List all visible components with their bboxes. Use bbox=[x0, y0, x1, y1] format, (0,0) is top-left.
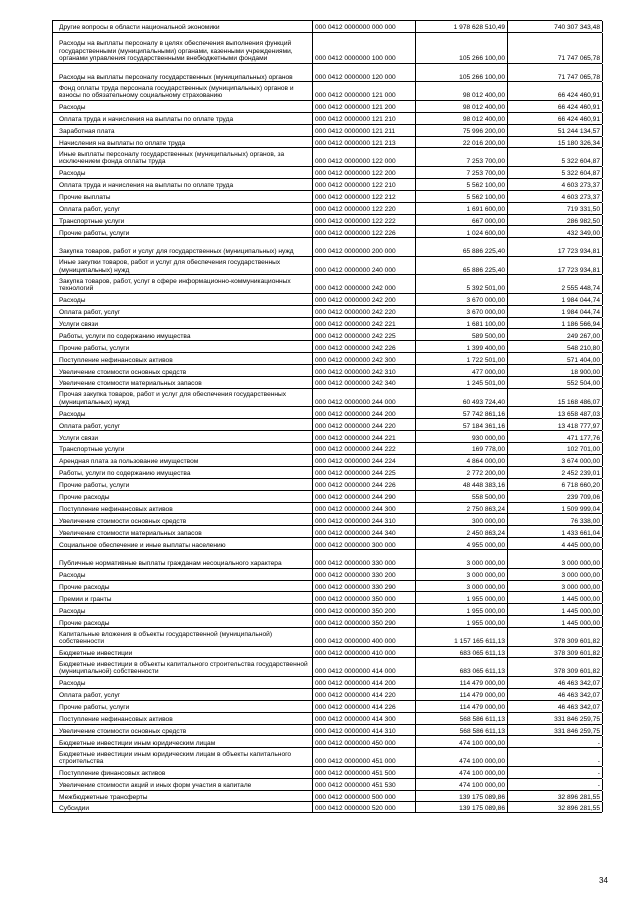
row-name-cell: Прочие выплаты bbox=[53, 191, 313, 202]
approved-amount-cell: 105 266 100,00 bbox=[416, 33, 508, 63]
table-row bbox=[52, 490, 602, 502]
budget-code-cell: 000 0412 0000000 244 226 bbox=[313, 479, 416, 490]
row-name-cell: Фонд оплаты труда персонала государственных (муниципальных) органов и взносы по обязательному социальному страхованию bbox=[53, 82, 313, 100]
row-name-cell: Расходы bbox=[53, 294, 313, 305]
executed-amount-cell: 18 900,00 bbox=[508, 365, 603, 376]
budget-code-cell: 000 0412 0000000 122 212 bbox=[313, 191, 416, 202]
approved-amount-cell: 1 955 000,00 bbox=[416, 604, 508, 615]
row-name-cell: Иные закупки товаров, работ и услуг для обеспечения государственных (муниципальных) нужд bbox=[53, 257, 313, 275]
table-row bbox=[52, 478, 602, 490]
executed-amount-cell: 15 180 326,34 bbox=[508, 137, 603, 148]
executed-amount-cell: 66 424 460,91 bbox=[508, 101, 603, 112]
table-row bbox=[52, 525, 602, 537]
executed-amount-cell: 740 307 343,48 bbox=[508, 21, 603, 32]
row-name-cell: Расходы на выплаты персоналу в целях обеспечения выполнения функций государственными (муниципальными) органами, казенными учреждениями, органами управления государственными внебюджетными фондами bbox=[53, 33, 313, 63]
table-row bbox=[52, 32, 602, 63]
approved-amount-cell: 48 448 383,16 bbox=[416, 479, 508, 490]
budget-code-cell: 000 0412 0000000 244 300 bbox=[313, 503, 416, 514]
executed-amount-cell: 286 982,50 bbox=[508, 215, 603, 226]
budget-code-cell: 000 0412 0000000 244 000 bbox=[313, 389, 416, 407]
row-name-cell: Премии и гранты bbox=[53, 592, 313, 603]
row-name-cell: Прочие работы, услуги bbox=[53, 479, 313, 490]
executed-amount-cell: 3 000 000,00 bbox=[508, 550, 603, 568]
executed-amount-cell: 46 463 342,07 bbox=[508, 677, 603, 688]
approved-amount-cell: 57 742 861,16 bbox=[416, 407, 508, 418]
table-row bbox=[52, 124, 602, 136]
executed-amount-cell: 71 747 065,78 bbox=[508, 64, 603, 82]
row-name-cell: Прочие работы, услуги bbox=[53, 226, 313, 237]
table-row bbox=[52, 513, 602, 525]
row-name-cell: Публичные нормативные выплаты гражданам несоциального характера bbox=[53, 550, 313, 568]
table-row bbox=[52, 603, 602, 615]
budget-code-cell: 000 0412 0000000 244 220 bbox=[313, 419, 416, 430]
executed-amount-cell: - bbox=[508, 748, 603, 766]
row-name-cell: Социальное обеспечение и иные выплаты населению bbox=[53, 538, 313, 549]
approved-amount-cell: 474 100 000,00 bbox=[416, 767, 508, 778]
executed-amount-cell: 1 445 000,00 bbox=[508, 604, 603, 615]
executed-amount-cell: 76 338,00 bbox=[508, 514, 603, 525]
executed-amount-cell: 32 896 281,55 bbox=[508, 802, 603, 812]
executed-amount-cell: 548 210,80 bbox=[508, 341, 603, 352]
table-row bbox=[52, 735, 602, 747]
budget-code-cell: 000 0412 0000000 244 340 bbox=[313, 526, 416, 537]
approved-amount-cell: 3 670 000,00 bbox=[416, 306, 508, 317]
executed-amount-cell: 1 445 000,00 bbox=[508, 616, 603, 627]
row-name-cell: Расходы bbox=[53, 677, 313, 688]
budget-code-cell: 000 0412 0000000 414 300 bbox=[313, 713, 416, 724]
table-row bbox=[52, 676, 602, 688]
row-name-cell: Оплата работ, услуг bbox=[53, 689, 313, 700]
executed-amount-cell: 331 846 259,75 bbox=[508, 713, 603, 724]
executed-amount-cell: 13 658 487,03 bbox=[508, 407, 603, 418]
row-name-cell: Оплата работ, услуг bbox=[53, 419, 313, 430]
table-row bbox=[52, 537, 602, 549]
executed-amount-cell: 3 000 000,00 bbox=[508, 581, 603, 592]
executed-amount-cell: 331 846 259,75 bbox=[508, 725, 603, 736]
budget-code-cell: 000 0412 0000000 121 200 bbox=[313, 101, 416, 112]
executed-amount-cell: 1 186 566,94 bbox=[508, 318, 603, 329]
budget-code-cell: 000 0412 0000000 350 200 bbox=[313, 604, 416, 615]
row-name-cell: Закупка товаров, работ и услуг для государственных (муниципальных) нужд bbox=[53, 238, 313, 256]
approved-amount-cell: 1 955 000,00 bbox=[416, 592, 508, 603]
table-row bbox=[52, 615, 602, 627]
budget-code-cell: 000 0412 0000000 121 210 bbox=[313, 113, 416, 124]
budget-code-cell: 000 0412 0000000 244 225 bbox=[313, 467, 416, 478]
table-row bbox=[52, 190, 602, 202]
approved-amount-cell: 2 750 863,24 bbox=[416, 503, 508, 514]
table-row bbox=[52, 81, 602, 100]
budget-code-cell: 000 0412 0000000 520 000 bbox=[313, 802, 416, 812]
executed-amount-cell: 239 709,06 bbox=[508, 491, 603, 502]
budget-code-cell: 000 0412 0000000 122 210 bbox=[313, 179, 416, 190]
table-row bbox=[52, 724, 602, 736]
row-name-cell: Увеличение стоимости основных средств bbox=[53, 365, 313, 376]
table-row bbox=[52, 580, 602, 592]
budget-code-cell: 000 0412 0000000 350 290 bbox=[313, 616, 416, 627]
row-name-cell: Транспортные услуги bbox=[53, 443, 313, 454]
budget-code-cell: 000 0412 0000000 200 000 bbox=[313, 238, 416, 256]
row-name-cell: Расходы bbox=[53, 604, 313, 615]
table-row bbox=[52, 790, 602, 802]
row-name-cell: Начисления на выплаты по оплате труда bbox=[53, 137, 313, 148]
row-name-cell: Прочие работы, услуги bbox=[53, 341, 313, 352]
approved-amount-cell: 169 778,00 bbox=[416, 443, 508, 454]
approved-amount-cell: 1 245 501,00 bbox=[416, 377, 508, 388]
table-row bbox=[52, 328, 602, 340]
budget-code-cell: 000 0412 0000000 120 000 bbox=[313, 64, 416, 82]
approved-amount-cell: 7 253 700,00 bbox=[416, 167, 508, 178]
executed-amount-cell: 2 555 448,74 bbox=[508, 275, 603, 293]
approved-amount-cell: 4 955 000,00 bbox=[416, 538, 508, 549]
table-row bbox=[52, 136, 602, 148]
executed-amount-cell: - bbox=[508, 736, 603, 747]
budget-code-cell: 000 0412 0000000 244 200 bbox=[313, 407, 416, 418]
table-row bbox=[52, 418, 602, 430]
budget-code-cell: 000 0412 0000000 100 000 bbox=[313, 33, 416, 63]
executed-amount-cell: 6 718 660,20 bbox=[508, 479, 603, 490]
budget-code-cell: 000 0412 0000000 242 200 bbox=[313, 294, 416, 305]
approved-amount-cell: 4 864 000,00 bbox=[416, 455, 508, 466]
budget-code-cell: 000 0412 0000000 121 000 bbox=[313, 82, 416, 100]
approved-amount-cell: 98 012 400,00 bbox=[416, 113, 508, 124]
approved-amount-cell: 589 500,00 bbox=[416, 329, 508, 340]
table-row bbox=[52, 225, 602, 237]
approved-amount-cell: 1 399 400,00 bbox=[416, 341, 508, 352]
table-row bbox=[52, 406, 602, 418]
row-name-cell: Расходы bbox=[53, 167, 313, 178]
row-name-cell: Оплата труда и начисления на выплаты по оплате труда bbox=[53, 179, 313, 190]
approved-amount-cell: 2 450 863,24 bbox=[416, 526, 508, 537]
budget-code-cell: 000 0412 0000000 242 310 bbox=[313, 365, 416, 376]
approved-amount-cell: 1 978 628 510,49 bbox=[416, 21, 508, 32]
approved-amount-cell: 683 065 611,13 bbox=[416, 658, 508, 676]
budget-code-cell: 000 0412 0000000 240 000 bbox=[313, 257, 416, 275]
budget-code-cell: 000 0412 0000000 122 222 bbox=[313, 215, 416, 226]
approved-amount-cell: 3 000 000,00 bbox=[416, 569, 508, 580]
budget-code-cell: 000 0412 0000000 414 310 bbox=[313, 725, 416, 736]
row-name-cell: Бюджетные инвестиции bbox=[53, 647, 313, 658]
table-row bbox=[52, 454, 602, 466]
table-row bbox=[52, 466, 602, 478]
row-name-cell: Закупка товаров, работ, услуг в сфере информационно-коммуникационных технологий bbox=[53, 275, 313, 293]
budget-code-cell: 000 0412 0000000 244 221 bbox=[313, 431, 416, 442]
executed-amount-cell: 15 168 486,07 bbox=[508, 389, 603, 407]
executed-amount-cell: 13 418 777,97 bbox=[508, 419, 603, 430]
table-row bbox=[52, 801, 602, 813]
approved-amount-cell: 667 000,00 bbox=[416, 215, 508, 226]
budget-execution-table bbox=[52, 20, 602, 813]
approved-amount-cell: 60 493 724,40 bbox=[416, 389, 508, 407]
budget-code-cell: 000 0412 0000000 330 200 bbox=[313, 569, 416, 580]
executed-amount-cell: 66 424 460,91 bbox=[508, 82, 603, 100]
executed-amount-cell: 46 463 342,07 bbox=[508, 701, 603, 712]
approved-amount-cell: 114 479 000,00 bbox=[416, 701, 508, 712]
row-name-cell: Прочая закупка товаров, работ и услуг для обеспечения государственных (муниципальных) нужд bbox=[53, 389, 313, 407]
table-row bbox=[52, 340, 602, 352]
budget-code-cell: 000 0412 0000000 400 000 bbox=[313, 628, 416, 646]
approved-amount-cell: 7 253 700,00 bbox=[416, 148, 508, 166]
budget-code-cell: 000 0412 0000000 410 000 bbox=[313, 647, 416, 658]
executed-amount-cell: 1 509 999,04 bbox=[508, 503, 603, 514]
approved-amount-cell: 114 479 000,00 bbox=[416, 677, 508, 688]
row-name-cell: Услуги связи bbox=[53, 431, 313, 442]
budget-code-cell: 000 0412 0000000 500 000 bbox=[313, 791, 416, 802]
executed-amount-cell: 4 603 273,37 bbox=[508, 191, 603, 202]
approved-amount-cell: 65 886 225,40 bbox=[416, 238, 508, 256]
approved-amount-cell: 683 065 611,13 bbox=[416, 647, 508, 658]
row-name-cell: Поступление нефинансовых активов bbox=[53, 713, 313, 724]
executed-amount-cell: 3 674 000,00 bbox=[508, 455, 603, 466]
budget-code-cell: 000 0412 0000000 451 500 bbox=[313, 767, 416, 778]
approved-amount-cell: 1 722 501,00 bbox=[416, 353, 508, 364]
budget-code-cell: 000 0412 0000000 121 213 bbox=[313, 137, 416, 148]
approved-amount-cell: 1 955 000,00 bbox=[416, 616, 508, 627]
budget-code-cell: 000 0412 0000000 451 000 bbox=[313, 748, 416, 766]
budget-code-cell: 000 0412 0000000 330 290 bbox=[313, 581, 416, 592]
approved-amount-cell: 65 886 225,40 bbox=[416, 257, 508, 275]
approved-amount-cell: 5 562 100,00 bbox=[416, 179, 508, 190]
approved-amount-cell: 300 000,00 bbox=[416, 514, 508, 525]
executed-amount-cell: 1 433 661,04 bbox=[508, 526, 603, 537]
row-name-cell: Межбюджетные трансферты bbox=[53, 791, 313, 802]
row-name-cell: Услуги связи bbox=[53, 318, 313, 329]
table-row bbox=[52, 591, 602, 603]
row-name-cell: Работы, услуги по содержанию имущества bbox=[53, 329, 313, 340]
budget-code-cell: 000 0412 0000000 242 225 bbox=[313, 329, 416, 340]
budget-code-cell: 000 0412 0000000 122 220 bbox=[313, 203, 416, 214]
approved-amount-cell: 1 681 100,00 bbox=[416, 318, 508, 329]
approved-amount-cell: 57 184 361,16 bbox=[416, 419, 508, 430]
row-name-cell: Оплата работ, услуг bbox=[53, 203, 313, 214]
row-name-cell: Расходы на выплаты персоналу государственных (муниципальных) органов bbox=[53, 64, 313, 82]
budget-code-cell: 000 0412 0000000 242 226 bbox=[313, 341, 416, 352]
budget-code-cell: 000 0412 0000000 242 000 bbox=[313, 275, 416, 293]
approved-amount-cell: 98 012 400,00 bbox=[416, 101, 508, 112]
executed-amount-cell: 17 723 934,81 bbox=[508, 238, 603, 256]
table-row bbox=[52, 293, 602, 305]
approved-amount-cell: 139 175 089,86 bbox=[416, 802, 508, 812]
table-row bbox=[52, 657, 602, 676]
approved-amount-cell: 139 175 089,86 bbox=[416, 791, 508, 802]
executed-amount-cell: 4 445 000,00 bbox=[508, 538, 603, 549]
row-name-cell: Бюджетные инвестиции иным юридическим лицам bbox=[53, 736, 313, 747]
budget-code-cell: 000 0412 0000000 244 224 bbox=[313, 455, 416, 466]
row-name-cell: Прочие расходы bbox=[53, 491, 313, 502]
table-row bbox=[52, 442, 602, 454]
table-row bbox=[52, 627, 602, 646]
row-name-cell: Прочие расходы bbox=[53, 616, 313, 627]
approved-amount-cell: 105 266 100,00 bbox=[416, 64, 508, 82]
executed-amount-cell: 571 404,00 bbox=[508, 353, 603, 364]
row-name-cell: Увеличение стоимости акций и иных форм участия в капитале bbox=[53, 779, 313, 790]
approved-amount-cell: 5 562 100,00 bbox=[416, 191, 508, 202]
budget-code-cell: 000 0412 0000000 122 000 bbox=[313, 148, 416, 166]
budget-code-cell: 000 0412 0000000 450 000 bbox=[313, 736, 416, 747]
budget-code-cell: 000 0412 0000000 242 300 bbox=[313, 353, 416, 364]
budget-code-cell: 000 0412 0000000 122 226 bbox=[313, 226, 416, 237]
executed-amount-cell: 3 000 000,00 bbox=[508, 569, 603, 580]
row-name-cell: Субсидии bbox=[53, 802, 313, 812]
table-row bbox=[52, 364, 602, 376]
table-row bbox=[52, 305, 602, 317]
table-row bbox=[52, 688, 602, 700]
row-name-cell: Увеличение стоимости основных средств bbox=[53, 725, 313, 736]
table-row bbox=[52, 430, 602, 442]
approved-amount-cell: 1 024 600,00 bbox=[416, 226, 508, 237]
table-row bbox=[52, 502, 602, 514]
executed-amount-cell: 1 984 044,74 bbox=[508, 306, 603, 317]
approved-amount-cell: 930 000,00 bbox=[416, 431, 508, 442]
budget-code-cell: 000 0412 0000000 122 200 bbox=[313, 167, 416, 178]
table-row bbox=[52, 237, 602, 256]
budget-code-cell: 000 0412 0000000 414 200 bbox=[313, 677, 416, 688]
executed-amount-cell: - bbox=[508, 767, 603, 778]
approved-amount-cell: 477 000,00 bbox=[416, 365, 508, 376]
table-row bbox=[52, 700, 602, 712]
approved-amount-cell: 3 000 000,00 bbox=[416, 550, 508, 568]
executed-amount-cell: 5 322 604,87 bbox=[508, 148, 603, 166]
budget-code-cell: 000 0412 0000000 000 000 bbox=[313, 21, 416, 32]
row-name-cell: Работы, услуги по содержанию имущества bbox=[53, 467, 313, 478]
row-name-cell: Прочие работы, услуги bbox=[53, 701, 313, 712]
row-name-cell: Бюджетные инвестиции иным юридическим лицам в объекты капитального строительства bbox=[53, 748, 313, 766]
row-name-cell: Увеличение стоимости материальных запасов bbox=[53, 377, 313, 388]
executed-amount-cell: 4 603 273,37 bbox=[508, 179, 603, 190]
budget-code-cell: 000 0412 0000000 244 222 bbox=[313, 443, 416, 454]
table-row bbox=[52, 352, 602, 364]
row-name-cell: Другие вопросы в области национальной экономики bbox=[53, 21, 313, 32]
table-row bbox=[52, 112, 602, 124]
approved-amount-cell: 1 157 165 611,13 bbox=[416, 628, 508, 646]
row-name-cell: Поступление нефинансовых активов bbox=[53, 353, 313, 364]
table-row bbox=[52, 549, 602, 568]
row-name-cell: Иные выплаты персоналу государственных (муниципальных) органов, за исключением фонда оплаты труда bbox=[53, 148, 313, 166]
approved-amount-cell: 2 772 200,00 bbox=[416, 467, 508, 478]
table-row bbox=[52, 568, 602, 580]
table-row bbox=[52, 100, 602, 112]
row-name-cell: Увеличение стоимости материальных запасов bbox=[53, 526, 313, 537]
approved-amount-cell: 3 000 000,00 bbox=[416, 581, 508, 592]
table-row bbox=[52, 63, 602, 82]
row-name-cell: Увеличение стоимости основных средств bbox=[53, 514, 313, 525]
approved-amount-cell: 75 996 200,00 bbox=[416, 125, 508, 136]
executed-amount-cell: 378 309 601,82 bbox=[508, 628, 603, 646]
row-name-cell: Поступление финансовых активов bbox=[53, 767, 313, 778]
row-name-cell: Прочие расходы bbox=[53, 581, 313, 592]
table-row bbox=[52, 388, 602, 407]
executed-amount-cell: 17 723 934,81 bbox=[508, 257, 603, 275]
executed-amount-cell: 5 322 604,87 bbox=[508, 167, 603, 178]
row-name-cell: Капитальные вложения в объекты государственной (муниципальной) собственности bbox=[53, 628, 313, 646]
row-name-cell: Расходы bbox=[53, 101, 313, 112]
page-number: 34 bbox=[599, 876, 608, 885]
approved-amount-cell: 474 100 000,00 bbox=[416, 748, 508, 766]
table-row bbox=[52, 747, 602, 766]
budget-code-cell: 000 0412 0000000 121 211 bbox=[313, 125, 416, 136]
approved-amount-cell: 3 670 000,00 bbox=[416, 294, 508, 305]
row-name-cell: Поступление нефинансовых активов bbox=[53, 503, 313, 514]
approved-amount-cell: 568 586 611,13 bbox=[416, 725, 508, 736]
approved-amount-cell: 5 392 501,00 bbox=[416, 275, 508, 293]
table-row bbox=[52, 646, 602, 658]
executed-amount-cell: 32 896 281,55 bbox=[508, 791, 603, 802]
executed-amount-cell: 378 309 601,82 bbox=[508, 658, 603, 676]
approved-amount-cell: 568 586 611,13 bbox=[416, 713, 508, 724]
row-name-cell: Транспортные услуги bbox=[53, 215, 313, 226]
executed-amount-cell: 378 309 601,82 bbox=[508, 647, 603, 658]
executed-amount-cell: - bbox=[508, 779, 603, 790]
budget-code-cell: 000 0412 0000000 414 226 bbox=[313, 701, 416, 712]
table-row bbox=[52, 712, 602, 724]
table-row bbox=[52, 147, 602, 166]
row-name-cell: Заработная плата bbox=[53, 125, 313, 136]
executed-amount-cell: 249 267,00 bbox=[508, 329, 603, 340]
budget-code-cell: 000 0412 0000000 244 290 bbox=[313, 491, 416, 502]
table-row bbox=[52, 766, 602, 778]
executed-amount-cell: 1 984 044,74 bbox=[508, 294, 603, 305]
row-name-cell: Оплата труда и начисления на выплаты по оплате труда bbox=[53, 113, 313, 124]
approved-amount-cell: 558 500,00 bbox=[416, 491, 508, 502]
table-row bbox=[52, 274, 602, 293]
executed-amount-cell: 102 701,00 bbox=[508, 443, 603, 454]
approved-amount-cell: 114 479 000,00 bbox=[416, 689, 508, 700]
table-row bbox=[52, 317, 602, 329]
table-row bbox=[52, 778, 602, 790]
budget-code-cell: 000 0412 0000000 242 220 bbox=[313, 306, 416, 317]
table-row bbox=[52, 256, 602, 275]
budget-code-cell: 000 0412 0000000 242 221 bbox=[313, 318, 416, 329]
table-row bbox=[52, 214, 602, 226]
row-name-cell: Расходы bbox=[53, 569, 313, 580]
table-row bbox=[52, 178, 602, 190]
approved-amount-cell: 474 100 000,00 bbox=[416, 736, 508, 747]
executed-amount-cell: 552 504,00 bbox=[508, 377, 603, 388]
executed-amount-cell: 432 349,00 bbox=[508, 226, 603, 237]
row-name-cell: Расходы bbox=[53, 407, 313, 418]
approved-amount-cell: 474 100 000,00 bbox=[416, 779, 508, 790]
budget-code-cell: 000 0412 0000000 300 000 bbox=[313, 538, 416, 549]
table-row bbox=[52, 166, 602, 178]
executed-amount-cell: 66 424 460,91 bbox=[508, 113, 603, 124]
approved-amount-cell: 22 016 200,00 bbox=[416, 137, 508, 148]
row-name-cell: Оплата работ, услуг bbox=[53, 306, 313, 317]
table-row bbox=[52, 20, 602, 32]
row-name-cell: Бюджетные инвестиции в объекты капитального строительства государственной (муниципальной) собственности bbox=[53, 658, 313, 676]
approved-amount-cell: 98 012 400,00 bbox=[416, 82, 508, 100]
budget-code-cell: 000 0412 0000000 330 000 bbox=[313, 550, 416, 568]
executed-amount-cell: 1 445 000,00 bbox=[508, 592, 603, 603]
executed-amount-cell: 719 331,50 bbox=[508, 203, 603, 214]
approved-amount-cell: 1 691 600,00 bbox=[416, 203, 508, 214]
executed-amount-cell: 46 463 342,07 bbox=[508, 689, 603, 700]
executed-amount-cell: 71 747 065,78 bbox=[508, 33, 603, 63]
executed-amount-cell: 471 177,76 bbox=[508, 431, 603, 442]
budget-code-cell: 000 0412 0000000 350 000 bbox=[313, 592, 416, 603]
budget-code-cell: 000 0412 0000000 414 000 bbox=[313, 658, 416, 676]
row-name-cell: Арендная плата за пользование имуществом bbox=[53, 455, 313, 466]
budget-code-cell: 000 0412 0000000 451 530 bbox=[313, 779, 416, 790]
executed-amount-cell: 51 244 134,57 bbox=[508, 125, 603, 136]
table-row bbox=[52, 202, 602, 214]
executed-amount-cell: 2 452 239,01 bbox=[508, 467, 603, 478]
budget-code-cell: 000 0412 0000000 414 220 bbox=[313, 689, 416, 700]
budget-code-cell: 000 0412 0000000 242 340 bbox=[313, 377, 416, 388]
budget-code-cell: 000 0412 0000000 244 310 bbox=[313, 514, 416, 525]
table-row bbox=[52, 376, 602, 388]
